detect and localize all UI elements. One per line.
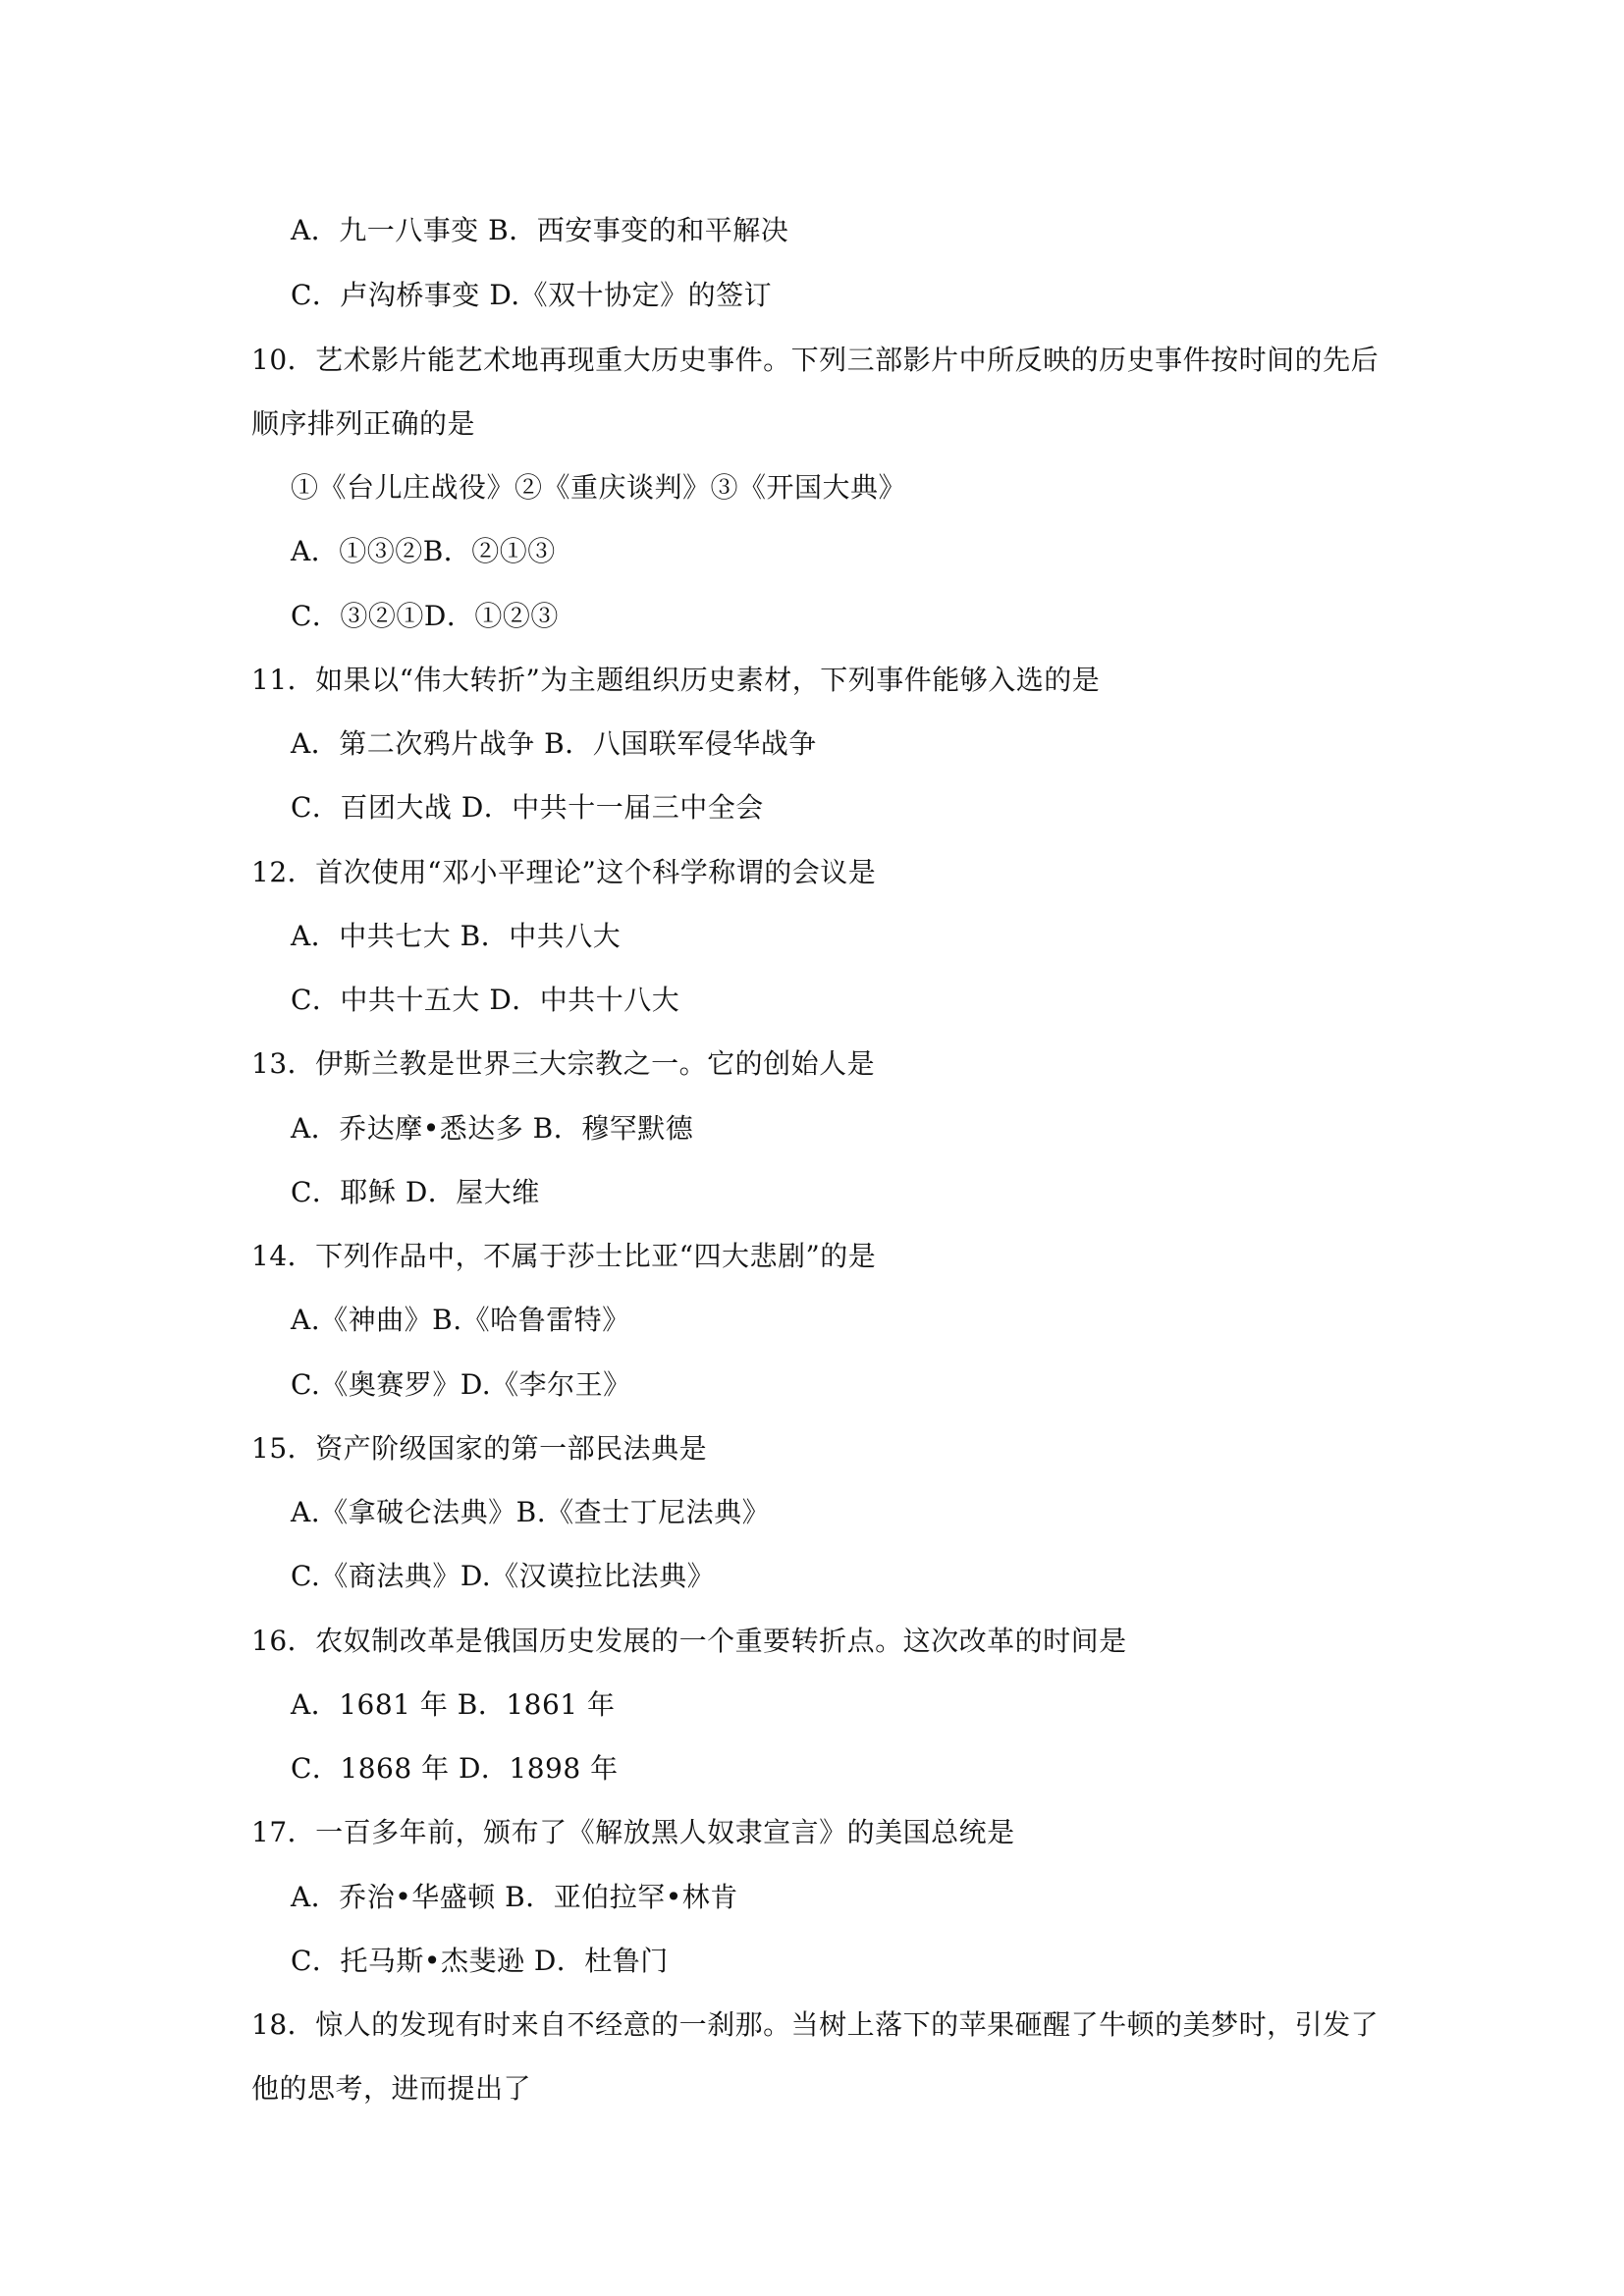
q17-options-ab: A．乔治•华盛顿 B．亚伯拉罕•林肯 <box>291 1881 738 1913</box>
q9-options-ab: A．九一八事变 B．西安事变的和平解决 <box>291 214 789 246</box>
q17-stem: 17．一百多年前，颁布了《解放黑人奴隶宣言》的美国总统是 <box>251 1816 1015 1848</box>
q15-options-cd: C.《商法典》D.《汉谟拉比法典》 <box>291 1560 716 1592</box>
q14-stem: 14．下列作品中，不属于莎士比亚“四大悲剧”的是 <box>251 1240 877 1272</box>
q10-stem-cont: 顺序排列正确的是 <box>251 407 476 440</box>
q15-stem: 15．资产阶级国家的第一部民法典是 <box>251 1432 708 1465</box>
q10-options-ab: A．①③②B．②①③ <box>291 535 556 567</box>
q16-options-ab: A．1681 年 B．1861 年 <box>291 1688 616 1721</box>
q14-options-ab: A.《神曲》B.《哈鲁雷特》 <box>291 1304 630 1336</box>
q10-film-list: ①《台儿庄战役》②《重庆谈判》③《开国大典》 <box>291 471 907 504</box>
q9-options-cd: C．卢沟桥事变 D.《双十协定》的签订 <box>291 279 773 311</box>
q10-options-cd: C．③②①D．①②③ <box>291 600 559 632</box>
q14-options-cd: C.《奥赛罗》D.《李尔王》 <box>291 1368 631 1401</box>
q12-options-ab: A．中共七大 B．中共八大 <box>291 920 622 952</box>
q18-stem-cont: 他的思考，进而提出了 <box>251 2072 532 2105</box>
q15-options-ab: A.《拿破仑法典》B.《查士丁尼法典》 <box>291 1496 771 1528</box>
q11-options-ab: A．第二次鸦片战争 B．八国联军侵华战争 <box>291 727 817 760</box>
q18-stem: 18．惊人的发现有时来自不经意的一刹那。当树上落下的苹果砸醒了牛顿的美梦时，引发了 <box>251 2008 1380 2041</box>
q17-options-cd: C．托马斯•杰斐逊 D．杜鲁门 <box>291 1945 669 1977</box>
q10-stem: 10．艺术影片能艺术地再现重大历史事件。下列三部影片中所反映的历史事件按时间的先后 <box>251 344 1380 376</box>
q13-options-ab: A．乔达摩•悉达多 B．穆罕默德 <box>291 1112 694 1145</box>
q13-stem: 13．伊斯兰教是世界三大宗教之一。它的创始人是 <box>251 1047 876 1080</box>
q11-stem: 11．如果以“伟大转折”为主题组织历史素材，下列事件能够入选的是 <box>251 664 1101 696</box>
q13-options-cd: C．耶稣 D．屋大维 <box>291 1176 540 1208</box>
q12-options-cd: C．中共十五大 D．中共十八大 <box>291 984 680 1016</box>
q11-options-cd: C．百团大战 D．中共十一届三中全会 <box>291 791 764 824</box>
q12-stem: 12．首次使用“邓小平理论”这个科学称谓的会议是 <box>251 856 877 888</box>
q16-options-cd: C．1868 年 D．1898 年 <box>291 1752 619 1785</box>
q16-stem: 16．农奴制改革是俄国历史发展的一个重要转折点。这次改革的时间是 <box>251 1625 1127 1657</box>
